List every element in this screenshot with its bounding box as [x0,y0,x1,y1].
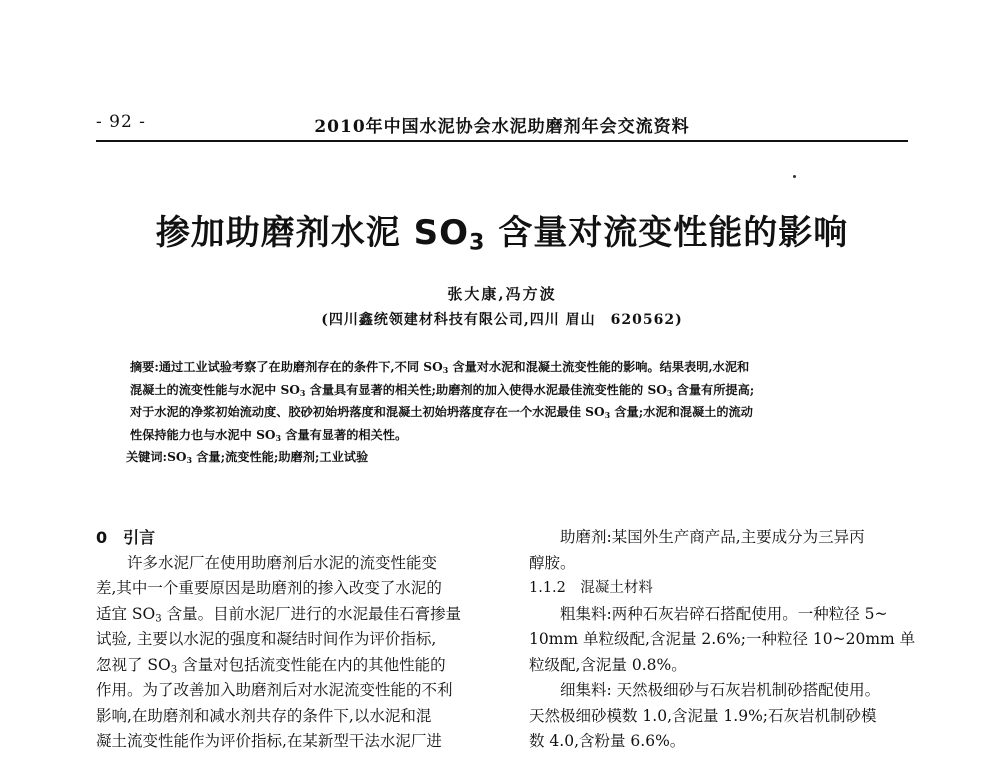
abstract-line [130,424,898,447]
body-text: 忽视了 SO [96,655,171,674]
abstract-text: 含量有所提高; [672,382,755,397]
body-line [96,576,501,602]
body-line: 醇胺。 [529,553,576,572]
body-text: 许多水泥厂在使用助磨剂后水泥的流变性能变 [127,553,438,572]
title-text-end: 含量对流变性能的影响 [485,213,849,253]
body-line [96,653,501,679]
body-text: 影响,在助磨剂和减水剂共存的条件下,以水泥和混 [96,706,432,725]
title-subscript: 3 [469,229,486,256]
left-column [96,525,501,755]
abstract-text: 对于水泥的净浆初始流动度、胶砂初始坍落度和混凝土初始坍落度存在一个水泥最佳 SO [130,405,605,419]
subscript: 3 [170,664,178,676]
abstract-text: 含量具有显著的相关性;助磨剂的加入使得水泥最佳流变性能的 SO [305,382,667,397]
body-line [96,627,501,653]
body-line: 助磨剂:某国外生产商产品,主要成分为三异丙 [560,528,865,546]
authors: 张大康,冯方波 [447,285,557,303]
body-line: 粒级配,含泥量 0.8%。 [529,655,687,674]
keywords-text: 含量;流变性能;助磨剂;工业试验 [192,450,369,464]
abstract-text: 含量有显著的相关性。 [281,427,408,442]
subscript: 3 [155,613,162,625]
right-column [529,525,916,755]
abstract-line [130,379,898,402]
body-text: 试验, 主要以水泥的强度和凝结时间作为评价指标, [96,630,437,648]
body-line [96,551,501,577]
subscript: 3 [299,388,306,398]
subscript: 3 [666,388,673,398]
body-line [96,678,501,704]
abstract-line [130,401,898,424]
subscript: 3 [442,365,449,375]
title-text: 掺加助磨剂水泥 SO [155,213,469,253]
journal-title: 2010年中国水泥协会水泥助磨剂年会交流资料 [314,117,690,137]
abstract-label: 摘要: [130,360,159,374]
abstract [126,356,898,469]
body-line [96,729,501,755]
body-text: 含量对包括流变性能在内的其他性能的 [177,655,446,674]
page-number: - 92 - [96,112,146,132]
body-text: 适宜 SO [96,604,156,623]
body-text: 含量。目前水泥厂进行的水泥最佳石膏掺量 [161,604,462,623]
abstract-text: 含量对水泥和混凝土流变性能的影响。结果表明,水泥和 [448,360,750,374]
subsection-heading: 1.1.2 混凝土材料 [529,580,653,596]
body-line: 细集料: 天然极细砂与石灰岩机制砂搭配使用。 [560,681,881,699]
section-heading: 0 引言 [96,528,156,547]
running-header [96,112,908,146]
affiliation: (四川鑫统领建材科技有限公司,四川 眉山 620562) [321,312,683,328]
abstract-text: 混凝土的流变性能与水泥中 SO [130,382,300,397]
body-line: 粗集料:两种石灰岩碎石搭配使用。一种粒径 5~ [560,604,888,623]
body-text: 差,其中一个重要原因是助磨剂的掺入改变了水泥的 [96,579,442,597]
body-text: 凝土流变性能作为评价指标,在某新型干法水泥厂进 [96,732,442,750]
abstract-text: 性保持能力也与水泥中 SO [130,427,276,442]
body-line: 10mm 单粒级配,含泥量 2.6%;一种粒径 10~20mm 单 [529,630,916,648]
abstract-text: 通过工业试验考察了在助磨剂存在的条件下,不同 SO [158,360,443,374]
body-line [96,602,501,628]
scan-speck [793,175,796,178]
subscript: 3 [604,410,611,420]
keywords-text: SO [167,450,187,464]
subscript: 3 [275,433,282,443]
abstract-text: 含量;水泥和混凝土的流动 [610,405,753,419]
body-line [96,704,501,730]
abstract-line [130,356,898,379]
header-rule [96,140,908,142]
body-line: 数 4.0,含粉量 6.6%。 [529,732,686,750]
keywords-label: 关键词: [126,450,168,464]
paper-title [96,205,908,254]
body-line: 天然极细砂模数 1.0,含泥量 1.9%;石灰岩机制砂模 [529,706,877,725]
body-text: 作用。为了改善加入助磨剂后对水泥流变性能的不利 [96,681,453,699]
keywords [126,446,898,469]
subscript: 3 [186,455,192,465]
